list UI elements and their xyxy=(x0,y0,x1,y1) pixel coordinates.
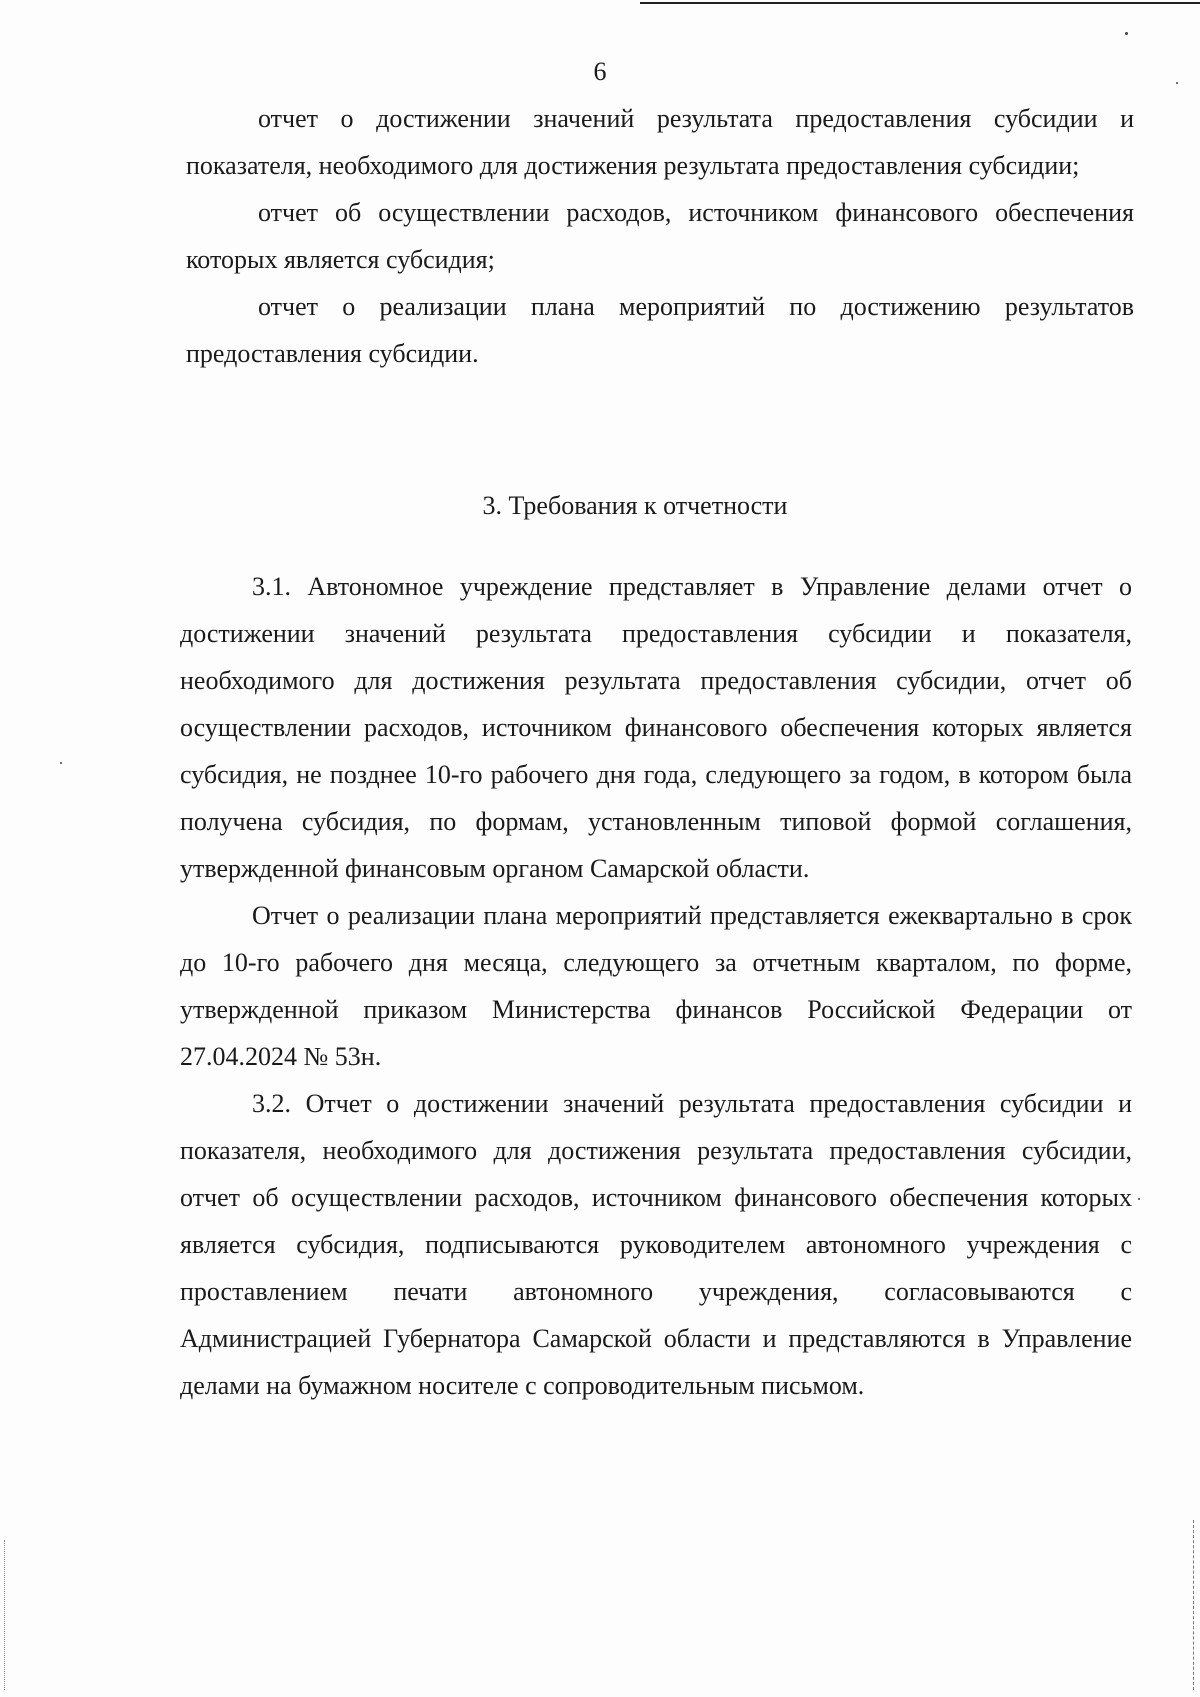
scan-border-right xyxy=(1193,1520,1194,1690)
section-heading: 3. Требования к отчетности xyxy=(482,491,788,520)
scan-border-top xyxy=(640,2,1200,4)
paragraph: 3.2. Отчет о достижении значений результата предоставления субсидии и показателя, необходимого для достижения результата предоставления субсидии, отчет об осуществлении расходов, источником финансового обеспечения которых является субсидия, подписываются руководителем автономного учреждения с проставлением печати автономного учреждения, согласовываются с Администрацией Губернатора Самарской области и представляются в Управление делами на бумажном носителе с сопроводительным письмом. xyxy=(180,1089,1132,1400)
scan-border-left xyxy=(4,1540,5,1690)
scan-speck xyxy=(1125,32,1128,35)
page-number: 6 xyxy=(593,57,607,86)
intro-item: отчет об осуществлении расходов, источником финансового обеспечения которых является субсидия; xyxy=(186,198,1134,274)
paragraph: 3.1. Автономное учреждение представляет в Управление делами отчет о достижении значений результата предоставления субсидии и показателя, необходимого для достижения результата предоставления субсидии, отчет об осуществлении расходов, источником финансового обеспечения которых является субсидия, не позднее 10-го рабочего дня года, следующего за годом, в котором была получена субсидия, по формам, установленным типовой формой соглашения, утвержденной финансовым органом Самарской области. xyxy=(180,572,1132,883)
paragraph: Отчет о реализации плана мероприятий представляется ежеквартально в срок до 10-го рабочего дня месяца, следующего за отчетным кварталом, по форме, утвержденной приказом Министерства финансов Российской Федерации от 27.04.2024 № 53н. xyxy=(180,901,1132,1071)
scan-speck xyxy=(60,762,62,764)
scan-speck xyxy=(1138,1198,1140,1200)
intro-item: отчет о реализации плана мероприятий по достижению результатов предоставления субсидии. xyxy=(186,292,1134,368)
intro-item: отчет о достижении значений результата предоставления субсидии и показателя, необходимого для достижения результата предоставления субсидии; xyxy=(186,104,1134,180)
section-body xyxy=(180,563,1132,1409)
intro-list xyxy=(186,95,1134,377)
